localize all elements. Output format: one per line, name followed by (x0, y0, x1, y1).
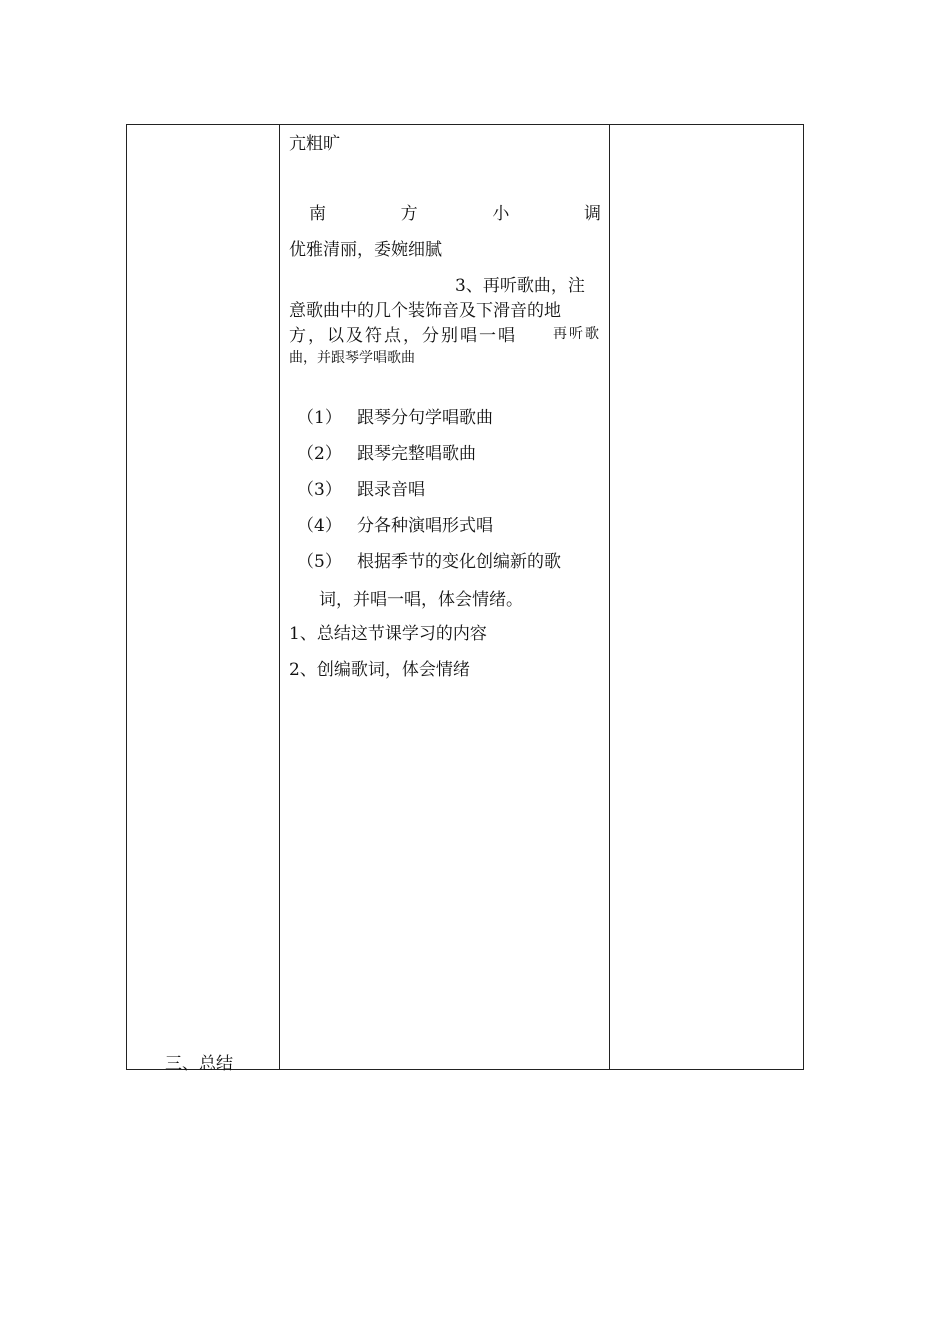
list-item (297, 403, 493, 428)
text-line-southern-desc: 优雅清丽，委婉细腻 (289, 240, 442, 260)
text-line-step3: 意歌曲中的几个装饰音及下滑音的地 (289, 301, 561, 321)
list-item-number: （5） (297, 552, 342, 572)
list-item (297, 547, 561, 572)
list-item-continuation: 词，并唱一唱，体会情绪。 (319, 590, 523, 610)
text-fragment: 方，以及符点，分别唱一唱 (289, 326, 517, 346)
content-column-cell (289, 125, 601, 1069)
text-line-step3: 曲，并跟琴学唱歌曲 (289, 350, 415, 366)
southern-char: 小 (492, 204, 510, 224)
southern-char: 调 (583, 204, 601, 224)
summary-item: 2、创编歌词，体会情绪 (289, 660, 470, 680)
list-item-number: （4） (297, 516, 342, 536)
text-line-step3: 3、再听歌曲，注 (455, 276, 585, 296)
lesson-table (126, 124, 804, 1074)
text-line-north-style: 亢粗旷 (289, 134, 340, 154)
text-fragment: 再听歌 (553, 326, 601, 342)
southern-char: 南 (309, 204, 326, 224)
column-divider (279, 125, 280, 1069)
list-item-number: （2） (297, 444, 342, 464)
list-item (297, 439, 476, 464)
list-item (297, 475, 425, 500)
notes-column-cell (610, 125, 803, 1069)
list-item-text: 跟录音唱 (357, 480, 425, 500)
southern-char: 方 (400, 204, 418, 224)
list-item-text: 根据季节的变化创编新的歌 (357, 552, 561, 572)
text-line-step3 (289, 321, 601, 346)
section-label-summary: 三、总结 (165, 1054, 233, 1074)
list-item-text: 分各种演唱形式唱 (357, 516, 493, 536)
list-item-number: （3） (297, 480, 342, 500)
list-item-number: （1） (297, 408, 342, 428)
stage-column-cell (127, 125, 279, 1074)
text-line-southern-tune (309, 199, 601, 224)
list-item (297, 511, 493, 536)
list-item-text: 跟琴完整唱歌曲 (357, 444, 476, 464)
summary-item: 1、总结这节课学习的内容 (289, 624, 487, 644)
list-item-text: 跟琴分句学唱歌曲 (357, 408, 493, 428)
